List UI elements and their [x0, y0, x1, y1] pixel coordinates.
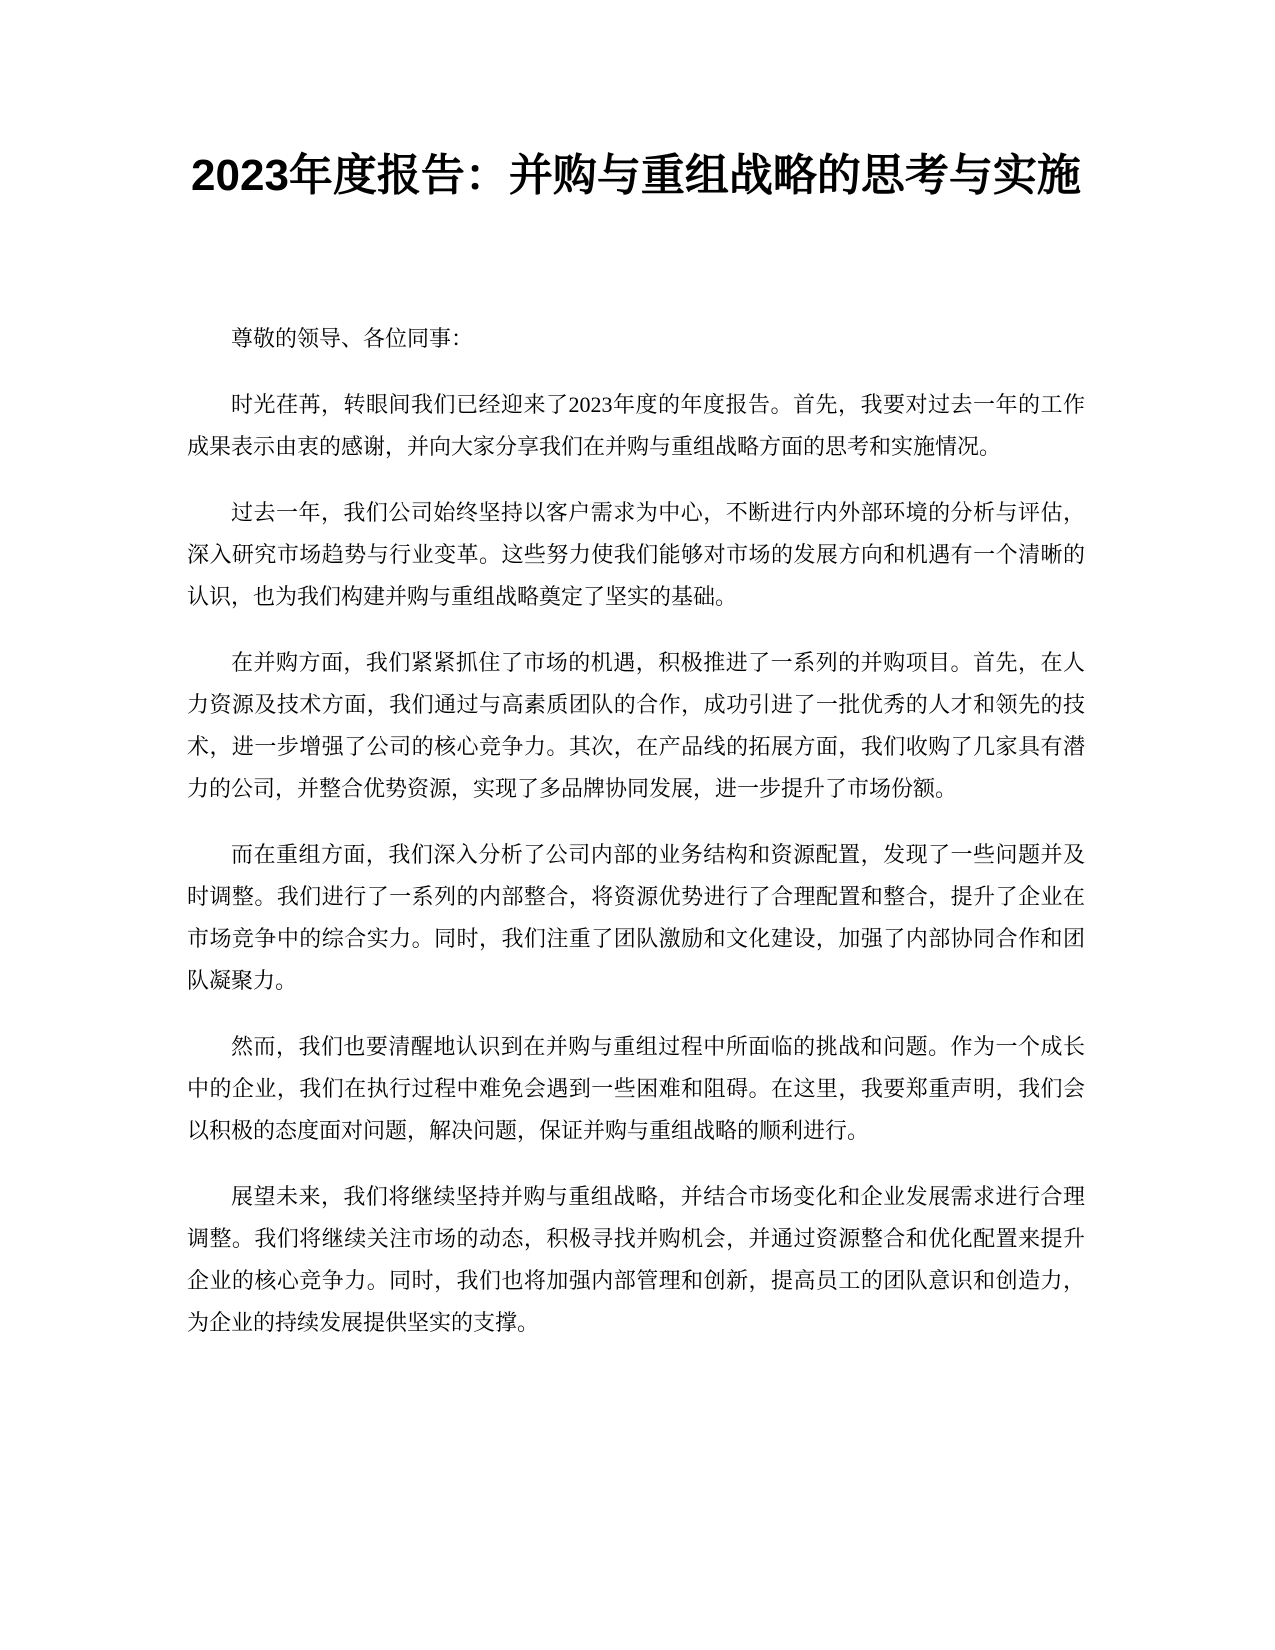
- paragraph-4: 而在重组方面，我们深入分析了公司内部的业务结构和资源配置，发现了一些问题并及时调整。我们进行了一系列的内部整合，将资源优势进行了合理配置和整合，提升了企业在市场竞争中的综合实力。同时，我们注重了团队激励和文化建设，加强了内部协同合作和团队凝聚力。: [187, 842, 1085, 993]
- paragraph-2: 过去一年，我们公司始终坚持以客户需求为中心，不断进行内外部环境的分析与评估，深入研究市场趋势与行业变革。这些努力使我们能够对市场的发展方向和机遇有一个清晰的认识，也为我们构建并购与重组战略奠定了坚实的基础。: [187, 500, 1085, 609]
- document-body: [187, 318, 1085, 1368]
- document-title: 2023年度报告：并购与重组战略的思考与实施: [191, 151, 1081, 200]
- paragraph-1: 时光荏苒，转眼间我们已经迎来了2023年度的年度报告。首先，我要对过去一年的工作成果表示由衷的感谢，并向大家分享我们在并购与重组战略方面的思考和实施情况。: [187, 392, 1085, 459]
- paragraph-6: 展望未来，我们将继续坚持并购与重组战略，并结合市场变化和企业发展需求进行合理调整。我们将继续关注市场的动态，积极寻找并购机会，并通过资源整合和优化配置来提升企业的核心竞争力。同时，我们也将加强内部管理和创新，提高员工的团队意识和创造力，为企业的持续发展提供坚实的支撑。: [187, 1184, 1085, 1335]
- paragraph-5: 然而，我们也要清醒地认识到在并购与重组过程中所面临的挑战和问题。作为一个成长中的企业，我们在执行过程中难免会遇到一些困难和阻碍。在这里，我要郑重声明，我们会以积极的态度面对问题，解决问题，保证并购与重组战略的顺利进行。: [187, 1034, 1085, 1143]
- salutation: 尊敬的领导、各位同事：: [231, 326, 474, 351]
- paragraph-3: 在并购方面，我们紧紧抓住了市场的机遇，积极推进了一系列的并购项目。首先，在人力资源及技术方面，我们通过与高素质团队的合作，成功引进了一批优秀的人才和领先的技术，进一步增强了公司的核心竞争力。其次，在产品线的拓展方面，我们收购了几家具有潜力的公司，并整合优势资源，实现了多品牌协同发展，进一步提升了市场份额。: [187, 650, 1085, 801]
